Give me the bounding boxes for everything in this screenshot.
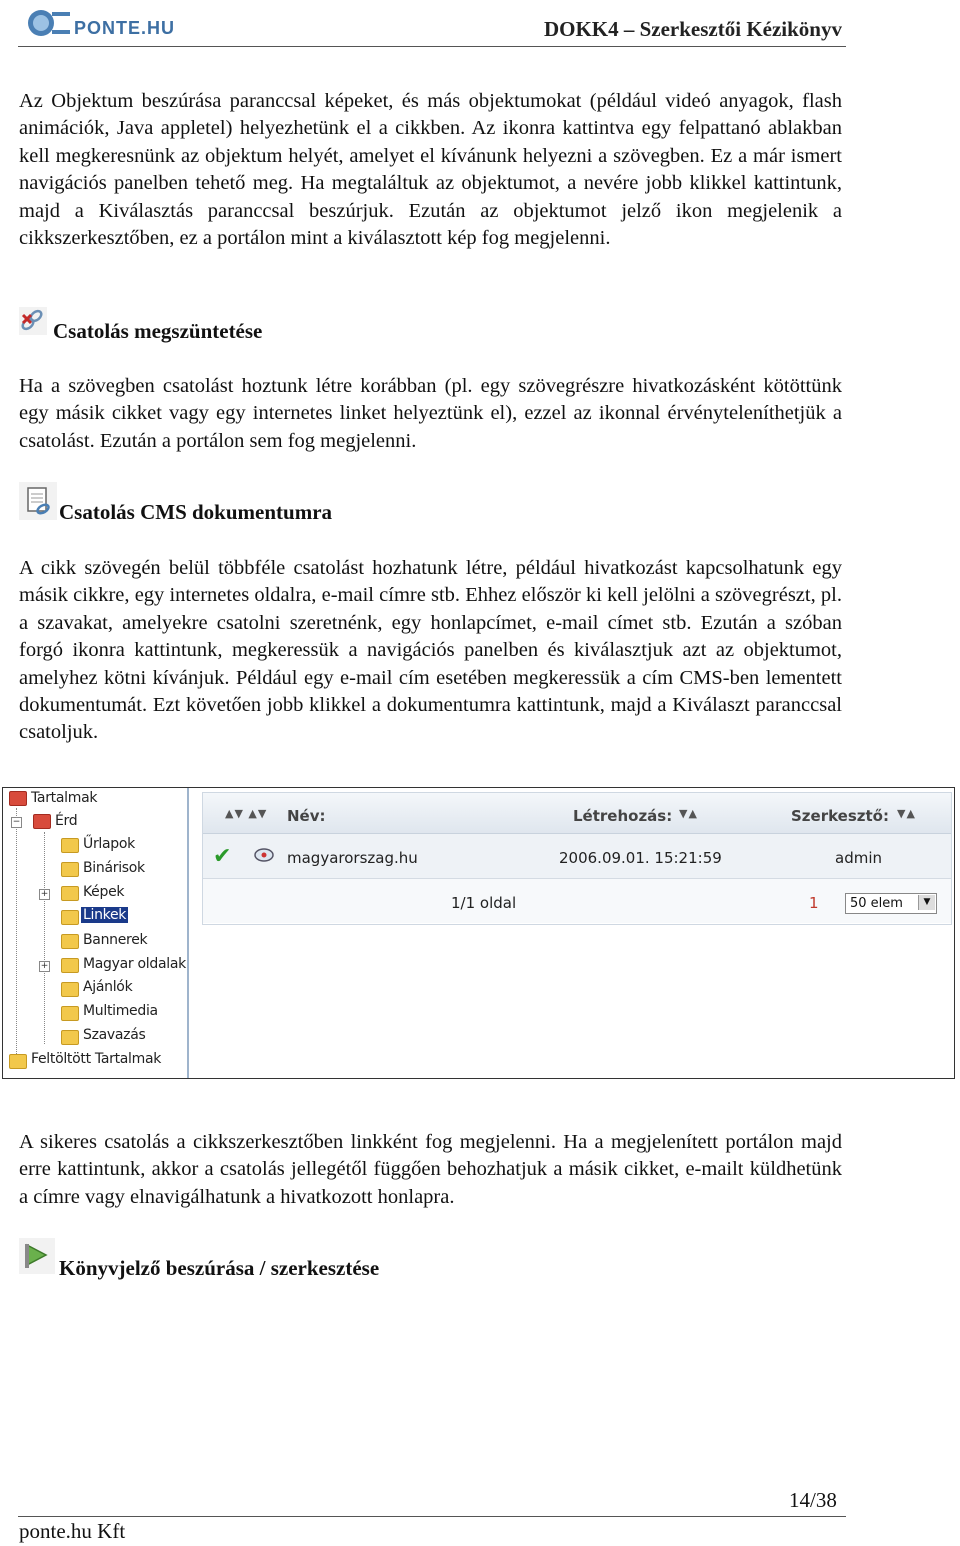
cms-link-icon — [18, 481, 58, 526]
row-editor: admin — [835, 849, 882, 867]
paragraph-object-insert: Az Objektum beszúrása paranccsal képeket, és más objektumokat (például videó anyagok, flash animációk, Java appletel) helyezhetünk el a cikkben. Az ikonra kattintva egy felpattanó ablakban kell megkeresnünk az objektum helyét, amelyet el kívánunk helyezni a szövegben. Ez a már ismert navigációs panelben tehető meg. Ha megtaláltuk az objektumot, a nevére jobb klikkel kattintunk, majd a Kiválasztás paranccsal beszúrjuk. Ezután az objektumot jelző ikon megjelenik a cikkszerkesztőben, ez a portálon mint a kiválasztott kép fog megjelenni. — [19, 90, 842, 250]
column-name[interactable]: Név: — [287, 807, 326, 825]
heading-cms-link: Csatolás CMS dokumentumra — [59, 500, 333, 524]
content-tree — [3, 788, 189, 1078]
chevron-down-icon[interactable]: ▼ — [918, 895, 935, 910]
folder-icon — [61, 982, 79, 997]
bookmark-icon — [18, 1237, 56, 1280]
heading-unlink: Csatolás megszüntetése — [53, 319, 263, 343]
page-header — [18, 0, 846, 47]
table-row[interactable] — [203, 834, 951, 879]
uploaded-folder-icon — [9, 1054, 27, 1069]
folder-icon — [61, 1030, 79, 1045]
sort-arrows-icon[interactable]: ▼▲ — [897, 807, 916, 820]
sort-arrows-icon[interactable]: ▲▼ ▲▼ — [225, 807, 268, 820]
footer-divider — [18, 1516, 846, 1517]
tree-item-urlapok[interactable]: Űrlapok — [83, 836, 135, 852]
tree-item-erd[interactable]: Érd — [55, 813, 78, 829]
tree-item-multimedia[interactable]: Multimedia — [83, 1003, 158, 1019]
check-icon: ✔ — [213, 844, 232, 869]
site-folder-icon — [33, 814, 51, 829]
column-created[interactable]: Létrehozás: — [573, 807, 673, 825]
collapse-icon[interactable]: − — [12, 817, 21, 827]
ponte-logo — [24, 4, 214, 42]
expand-icon[interactable]: + — [40, 889, 49, 899]
page-size-select[interactable] — [845, 893, 937, 914]
tree-item-szavazas[interactable]: Szavazás — [83, 1027, 146, 1043]
folder-icon — [61, 862, 79, 877]
cms-navigation-screenshot — [2, 787, 955, 1079]
folder-icon — [61, 958, 79, 973]
link-item-icon — [253, 846, 275, 868]
folder-icon — [61, 910, 79, 925]
folder-icon — [61, 886, 79, 901]
heading-bookmark: Könyvjelző beszúrása / szerkesztése — [59, 1256, 380, 1280]
page-size-value: 50 elem — [850, 896, 903, 911]
column-editor[interactable]: Szerkesztő: — [791, 807, 889, 825]
footer-company: ponte.hu Kft — [19, 1519, 126, 1543]
grid-header — [203, 793, 951, 834]
tree-item-kepek[interactable]: Képek — [83, 884, 125, 900]
unlink-icon — [18, 306, 48, 341]
content-grid — [202, 792, 952, 925]
tree-item-binarisok[interactable]: Binárisok — [83, 860, 145, 876]
folder-icon — [61, 838, 79, 853]
tree-item-ajanlok[interactable]: Ajánlók — [83, 979, 133, 995]
logo-text: PONTE.HU — [74, 18, 176, 38]
tree-item-linkek-selected[interactable]: Linkek — [83, 907, 127, 923]
folder-icon — [61, 1006, 79, 1021]
current-page[interactable]: 1 — [809, 894, 819, 912]
pager — [203, 879, 951, 923]
row-name: magyarorszag.hu — [287, 849, 418, 867]
document-title: DOKK4 – Szerkesztői Kézikönyv — [543, 17, 842, 41]
folder-icon — [61, 934, 79, 949]
root-folder-icon — [9, 791, 27, 806]
tree-item-magyar-oldalak[interactable]: Magyar oldalak — [83, 956, 186, 972]
tree-item-tartalmak[interactable]: Tartalmak — [31, 790, 98, 806]
tree-item-bannerek[interactable]: Bannerek — [83, 932, 148, 948]
expand-icon[interactable]: + — [40, 961, 49, 971]
paragraph-cms-link: A cikk szövegén belül többféle csatolást hozhatunk létre, például hivatkozást kapcsolhatunk egy másik cikkre, egy internetes oldalra, e-mail címre stb. Ehhez először ki kell jelölni a szövegrészt, pl. a szavakat, amelyekre csatolni szeretnénk, egy honlapcímet, e-mail címet stb. Ezután a szóban forgó ikonra kattintunk, megkeressük a navigációs panelben és kiválasztjuk azt az objektumot, amelyhez kötni kívánjuk. Például egy e-mail cím esetében megkeressük a cím CMS-ben lementett dokumentumát. Ezt követően jobb klikkel a dokumentumra kattintunk, majd a Kiválaszt paranccsal csatoljuk. — [19, 557, 842, 744]
paragraph-unlink: Ha a szövegben csatolást hoztunk létre korábban (pl. egy szövegrészre hivatkozásként kötöttünk egy másik cikket vagy egy internetes linket helyeztünk el), ezzel az ikonnal érvényteleníthetjük a csatolást. Ezután a portálon sem fog megjelenni. — [19, 375, 842, 452]
tree-item-feltoltott[interactable]: Feltöltött Tartalmak — [31, 1051, 162, 1067]
row-created: 2006.09.01. 15:21:59 — [559, 849, 722, 867]
sort-arrows-icon[interactable]: ▼▲ — [679, 807, 698, 820]
pager-text: 1/1 oldal — [451, 894, 517, 912]
paragraph-link-result: A sikeres csatolás a cikkszerkesztőben linkként fog megjelenni. Ha a megjelenített portálon majd erre kattintunk, akkor a csatolás jellegétől függően behozhatjuk a másik cikket, e-mailt küldhetünk a címre vagy elnavigálhatunk a hivatkozott honlapra. — [19, 1131, 842, 1208]
page-number: 14/38 — [789, 1488, 837, 1512]
